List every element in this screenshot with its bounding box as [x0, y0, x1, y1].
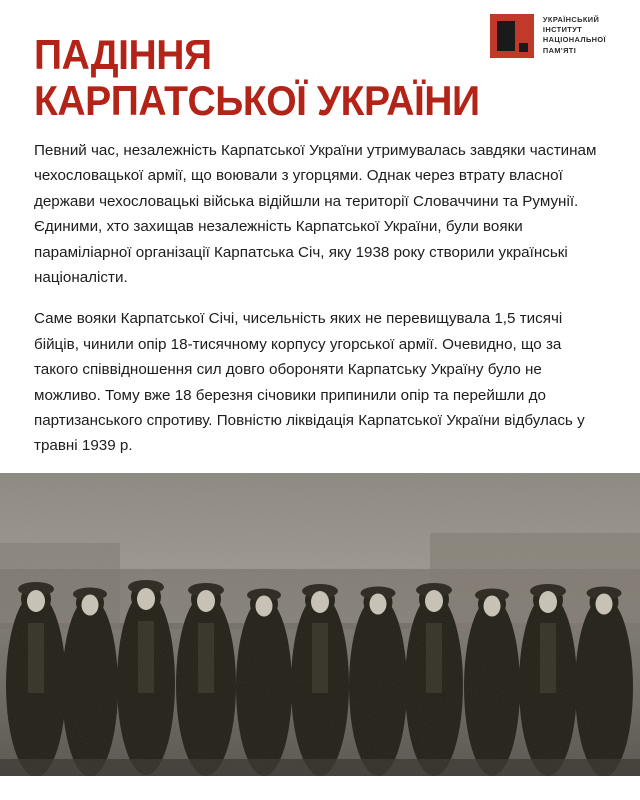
logo-text-line-3: НАЦІОНАЛЬНОЇ — [542, 35, 606, 45]
logo-text-line-2: ІНСТИТУТ — [542, 25, 583, 35]
logo-mark-icon — [490, 14, 534, 58]
paragraph-2: Саме вояки Карпатської Січі, чисельність яких не перевищувала 1,5 тисячі бійців, чинили опір 18-тисячному корпусу угорської армії. Очевидно, що за такого співвідношення сил довго обороняти Карпатську Україну було не можливо. Тому вже 18 березня січовики припинили опір та перейшли до партизанського спротиву. Повністю ліквідація Карпатської України відбулась у травні 1939 р. — [34, 310, 585, 455]
logo-text — [543, 14, 606, 56]
article-body — [34, 138, 606, 459]
logo-text-line-1: УКРАЇНСЬКИЙ — [542, 15, 600, 24]
historic-photo-carpathian-sich-soldiers — [0, 473, 640, 776]
page-title-line-1: ПАДІННЯ — [34, 31, 212, 78]
logo-inner-dot-icon — [519, 43, 528, 52]
paragraph-1: Певний час, незалежність Карпатської України утримувалась завдяки частинам чехословацької армії, що воювали з угорцями. Однак через втрату власної держави чехословацькі війська відійшли на території Словаччини та Румунії. Єдиними, хто захищав незалежність Карпатської України, були вояки параміліарної організації Карпатська Січ, яку 1938 року створили українські націоналісти. — [34, 142, 597, 287]
page-title — [34, 32, 480, 124]
logo-text-line-4: ПАМ'ЯТІ — [542, 45, 577, 55]
page-title-line-2: КАРПАТСЬКОЇ УКРАЇНИ — [34, 77, 480, 124]
logo-inner-block-icon — [497, 21, 515, 51]
institute-logo — [490, 14, 606, 58]
